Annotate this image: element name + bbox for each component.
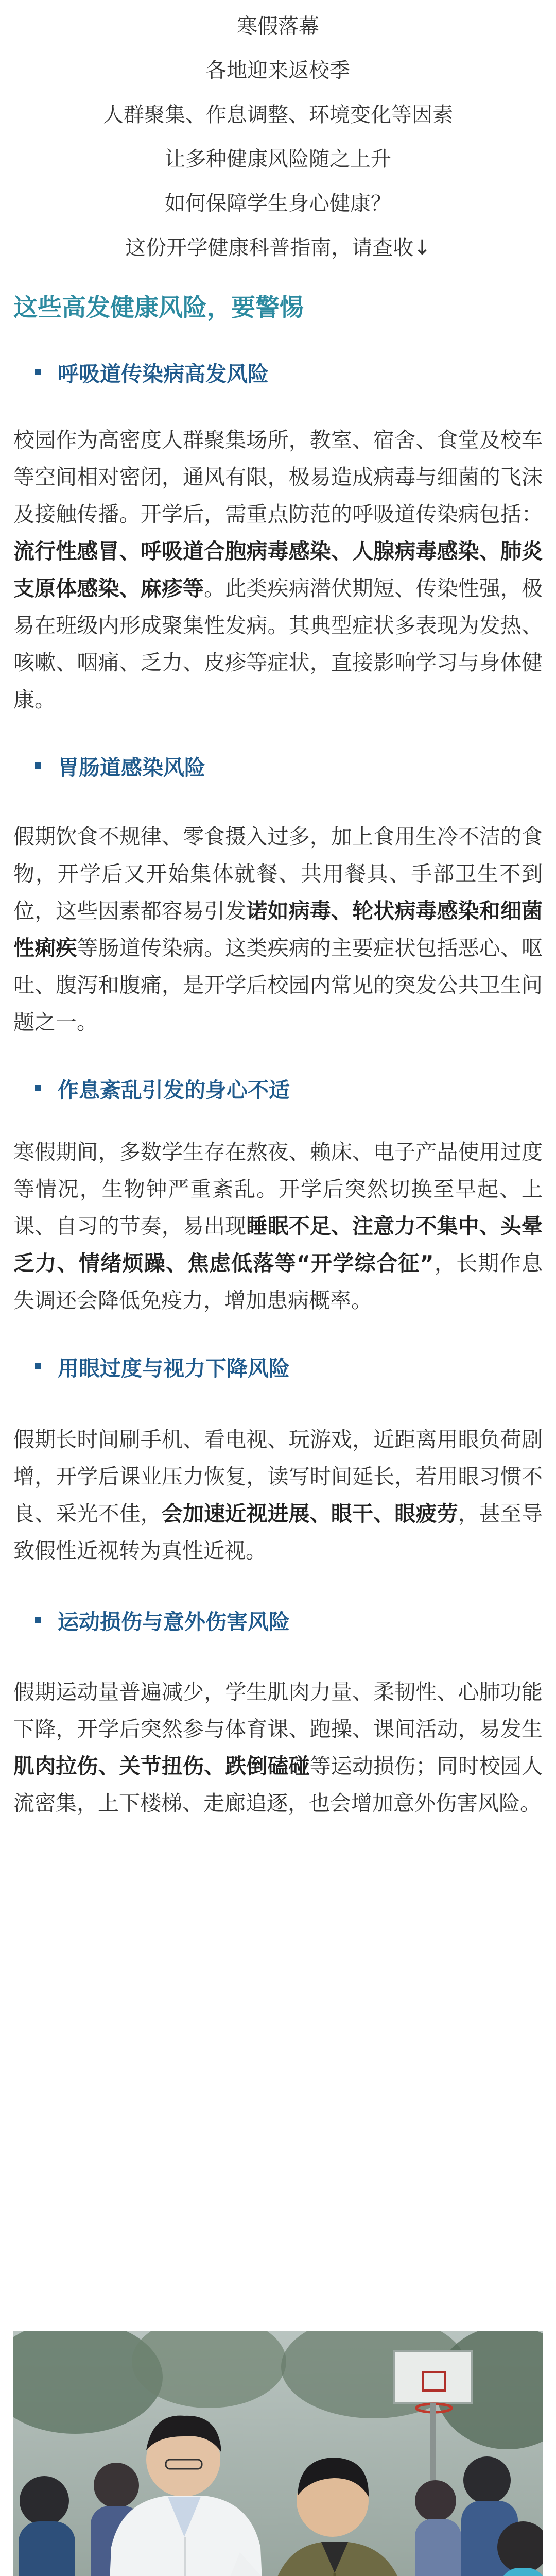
paragraph-text: 假期运动量普遍减少，学生肌肉力量、柔韧性、心肺功能下降，开学后突然参与体育课、跑操、课间活动，易发生 [13,1680,543,1741]
paragraph-text: 等运动损伤；同时校园人流密集，上下楼梯、走廊追逐，也会增加意外伤害风险。 [13,1754,543,1816]
intro-line: 让多种健康风险随之上升 [165,147,391,171]
subsection-title: 用眼过度与视力下降风险 [58,1355,290,1381]
paragraph-text: 寒假期间，多数学生存在熬夜、赖床、电子产品使用过度等情况，生物钟严重紊乱。开学后突然切换至早起、上课、自习的节奏，易出现 [13,1140,543,1239]
highlighted-text: 睡眠不足、注意力不集中、头晕乏力、情绪烦躁、焦虑低落等“开学综合征” [13,1214,543,1276]
highlighted-text: 肌肉拉伤、关节扭伤、跌倒磕碰 [13,1754,310,1778]
square-bullet-icon [35,1617,41,1623]
photo-illustration [13,2331,543,2576]
intro-line: 如何保障学生身心健康？ [165,192,391,215]
square-bullet-icon [35,1085,41,1091]
paragraph-text: 假期长时间刷手机、看电视、玩游戏，近距离用眼负荷剧增，开学后课业压力恢复，读写时间延长，若用眼习惯不良、采光不佳， [13,1427,543,1526]
intro-block [0,0,556,261]
intro-line: 各地迎来返校季 [206,59,350,82]
paragraph-text: ，长期作息失调还会降低免疫力，增加患病概率。 [13,1251,543,1313]
square-bullet-icon [35,369,41,375]
paragraph-text: 等肠道传染病。这类疾病的主要症状包括恶心、呕吐、腹泻和腹痛，是开学后校园内常见的突发公共卫生问题之一。 [13,936,543,1035]
intro-line: 这份开学健康科普指南，请查收↓ [125,236,431,260]
subsection-heading [35,1603,556,1636]
subsection-heading [35,1072,556,1105]
subsection-paragraph [13,1673,543,1822]
square-bullet-icon [35,762,41,769]
subsection-heading [35,749,556,782]
subsection-paragraph [13,421,543,718]
intro-line: 寒假落幕 [237,14,319,38]
highlighted-text: 会加速近视进展、眼干、眼疲劳 [161,1501,458,1526]
article-photo [13,2331,543,2576]
subsection-title: 胃肠道感染风险 [58,755,205,780]
subsection-title: 呼吸道传染病高发风险 [58,361,269,386]
intro-line: 人群聚集、作息调整、环境变化等因素 [103,103,453,127]
highlighted-text: 诺如病毒、轮状病毒感染和细菌性痢疾 [13,899,543,960]
section-title: 这些高发健康风险，要警惕 [13,294,304,322]
paragraph-text: ，甚至导致假性近视转为真性近视。 [13,1501,543,1563]
subsection-title: 运动损伤与意外伤害风险 [58,1609,290,1634]
subsection-title: 作息紊乱引发的身心不适 [58,1077,290,1103]
paragraph-text: 。此类疾病潜伏期短、传染性强，极易在班级内形成聚集性发病。其典型症状多表现为发热、咳嗽、咽痛、乏力、皮疹等症状，直接影响学习与身体健康。 [13,576,543,712]
subsection-paragraph [13,818,543,1041]
subsection-paragraph [13,1421,543,1569]
paragraph-text: 校园作为高密度人群聚集场所，教室、宿舍、食堂及校车等空间相对密闭，通风有限，极易造成病毒与细菌的飞沫及接触传播。开学后，需重点防范的呼吸道传染病包括： [13,428,543,527]
subsection-heading [35,355,556,388]
subsection-heading [35,1350,556,1383]
square-bullet-icon [35,1363,41,1369]
paragraph-text: 假期饮食不规律、零食摄入过多，加上食用生冷不洁的食物，开学后又开始集体就餐、共用餐具、手部卫生不到位，这些因素都容易引发 [13,824,543,923]
subsection-paragraph [13,1133,543,1319]
highlighted-text: 流行性感冒、呼吸道合胞病毒感染、人腺病毒感染、肺炎支原体感染、麻疹等 [13,539,543,601]
